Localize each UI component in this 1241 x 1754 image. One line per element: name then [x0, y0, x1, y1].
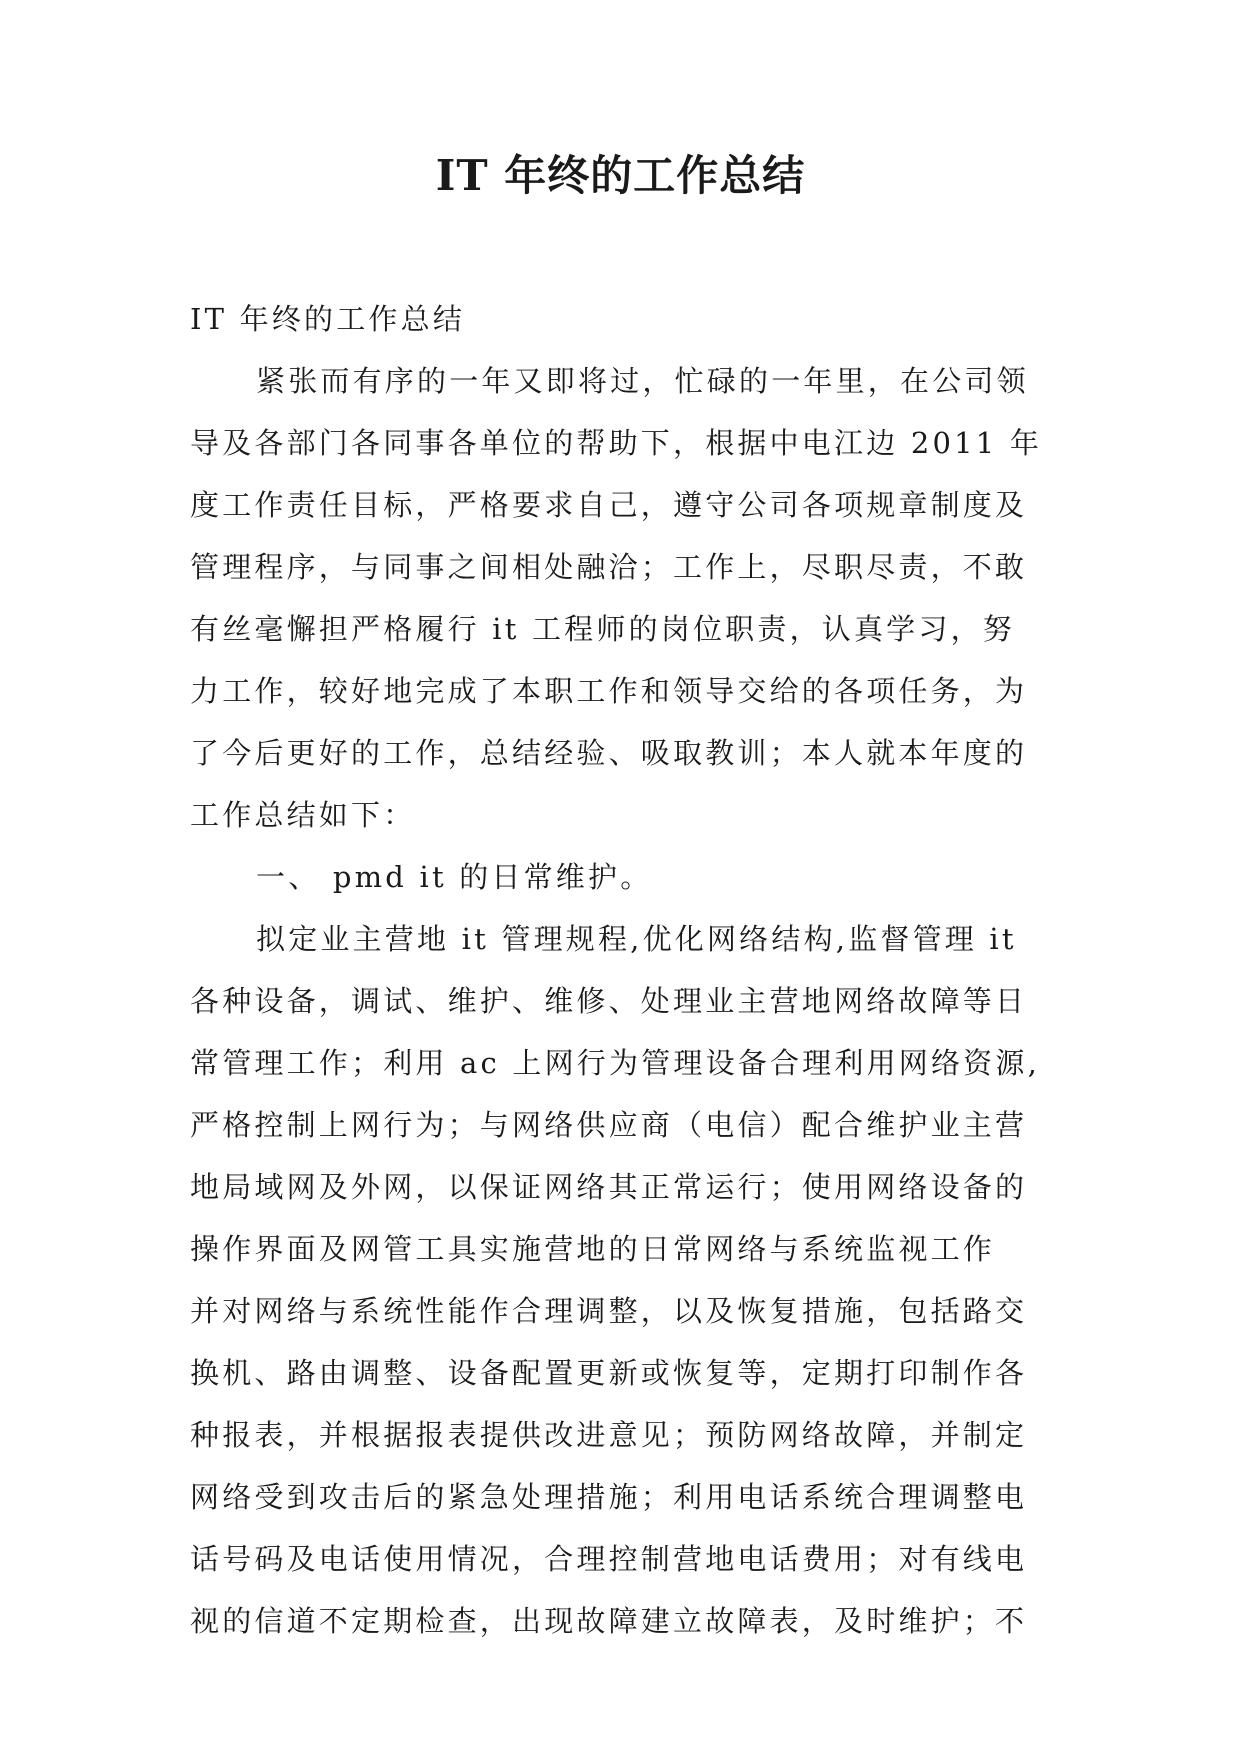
- body-line: 常管理工作；利用 ac 上网行为管理设备合理利用网络资源,: [190, 1046, 1040, 1080]
- body-line: 拟定业主营地 it 管理规程,优化网络结构,监督管理 it: [256, 922, 1017, 956]
- body-line: 有丝毫懈担严格履行 it 工程师的岗位职责，认真学习，努: [190, 612, 1015, 646]
- body-line: 操作界面及网管工具实施营地的日常网络与系统监视工作: [190, 1232, 996, 1266]
- body-line: 话号码及电话使用情况，合理控制营地电话费用；对有线电: [190, 1542, 1028, 1576]
- body-line: IT 年终的工作总结: [190, 302, 466, 336]
- body-line: 度工作责任目标，严格要求自己，遵守公司各项规章制度及: [190, 488, 1028, 522]
- body-line: 地局域网及外网，以保证网络其正常运行；使用网络设备的: [190, 1170, 1028, 1204]
- body-line: 力工作，较好地完成了本职工作和领导交给的各项任务，为: [190, 674, 1028, 708]
- body-line: 管理程序，与同事之间相处融洽；工作上，尽职尽责，不敢: [190, 550, 1028, 584]
- body-line: 了今后更好的工作，总结经验、吸取教训；本人就本年度的: [190, 736, 1028, 770]
- body-line: 并对网络与系统性能作合理调整，以及恢复措施，包括路交: [190, 1294, 1028, 1328]
- document-body: [190, 288, 1060, 1652]
- body-line: 各种设备，调试、维护、维修、处理业主营地网络故障等日: [190, 984, 1028, 1018]
- body-line: 换机、路由调整、设备配置更新或恢复等，定期打印制作各: [190, 1356, 1028, 1390]
- document-title: IT 年终的工作总结: [435, 151, 806, 200]
- body-line: 种报表，并根据报表提供改进意见；预防网络故障，并制定: [190, 1418, 1028, 1452]
- body-line: 紧张而有序的一年又即将过，忙碌的一年里，在公司领: [256, 364, 1029, 398]
- body-line: 视的信道不定期检查，出现故障建立故障表，及时维护；不: [190, 1604, 1028, 1638]
- body-line: 网络受到攻击后的紧急处理措施；利用电话系统合理调整电: [190, 1480, 1028, 1514]
- body-line: 工作总结如下：: [190, 798, 416, 832]
- body-line: 严格控制上网行为；与网络供应商（电信）配合维护业主营: [190, 1108, 1028, 1142]
- body-line: 导及各部门各同事各单位的帮助下，根据中电江边 2011 年: [190, 426, 1043, 460]
- body-line: 一、 pmd it 的日常维护。: [256, 860, 653, 894]
